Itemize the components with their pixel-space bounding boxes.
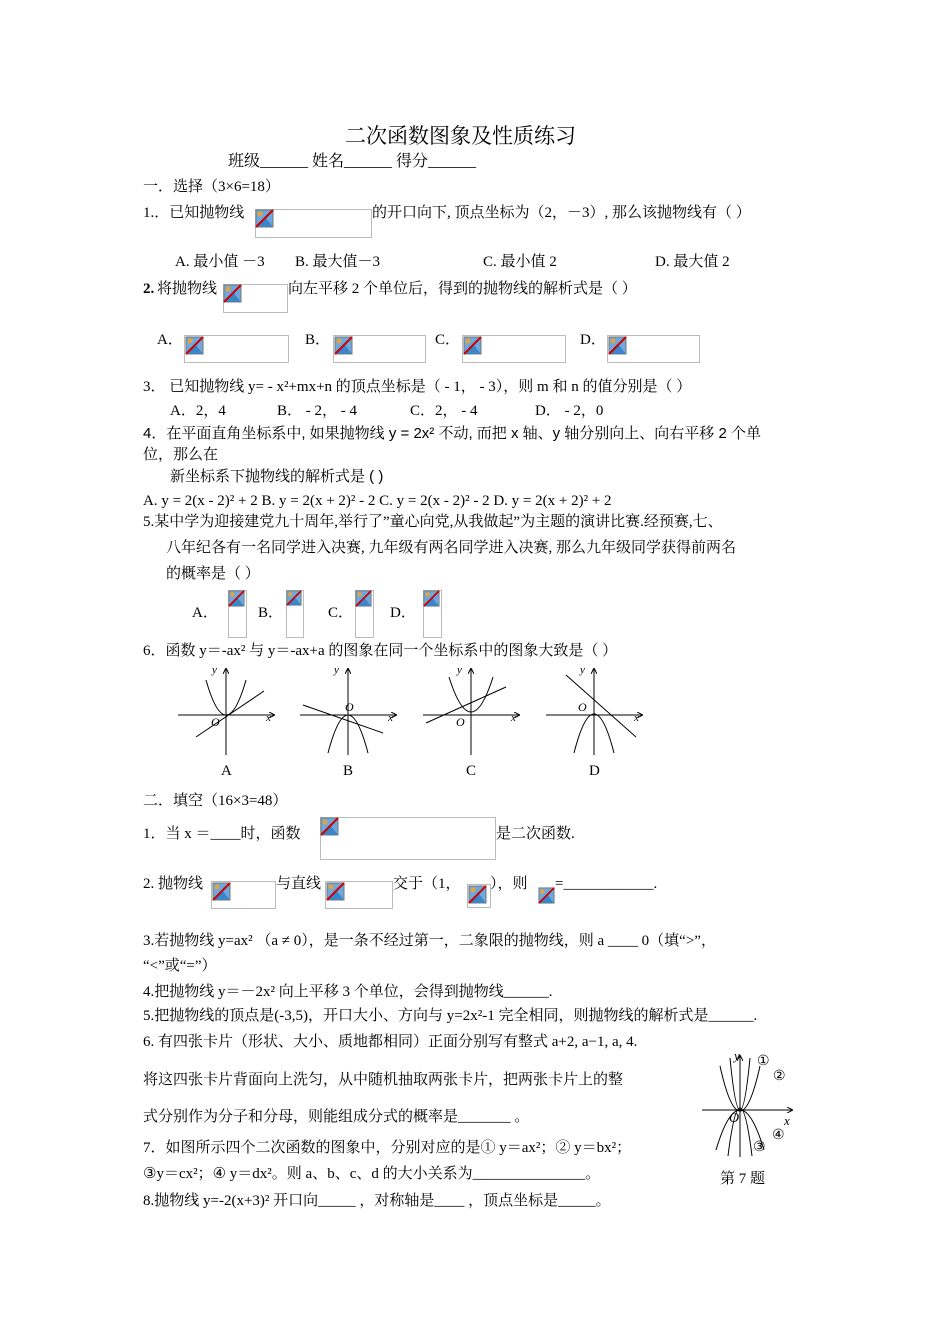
axis-label-x: x (388, 712, 393, 724)
section2-heading: 二．填空（16×3=48） (143, 793, 288, 809)
q2-option-d[interactable]: D． (580, 332, 606, 348)
q6-graph-a-label: A (221, 763, 232, 779)
q6-graph-d-label: D (589, 763, 600, 779)
q5-option-b[interactable]: B． (258, 605, 284, 621)
q1-option-a[interactable]: A. 最小值 －3 (175, 254, 265, 270)
origin-label: O (456, 715, 465, 729)
q2-option-c[interactable]: C． (435, 332, 461, 348)
curve-label-1: ① (757, 1054, 770, 1069)
q5-line3: 的概率是（ ） (166, 566, 260, 582)
q5-option-d[interactable]: D． (390, 605, 416, 621)
section1-heading: 一．选择（3×6=18） (143, 179, 280, 195)
formula-image-placeholder (320, 817, 496, 860)
q4-line2: 位，那么在 (143, 446, 219, 463)
q6-text: 6．函数 y＝-ax² 与 y＝-ax+a 的图象在同一个坐标系中的图象大致是（ ） (143, 643, 618, 659)
q3-option-b[interactable]: B． - 2， - 4 (277, 403, 357, 419)
origin-label: O (578, 700, 587, 714)
broken-image-icon (326, 882, 345, 901)
origin-label: O (211, 715, 220, 729)
q2-suffix: 向左平移 2 个单位后，得到的抛物线的解析式是（ ） (288, 281, 637, 297)
broken-image-icon (320, 817, 339, 836)
f2-part5: =____________. (555, 876, 658, 892)
axis-label-x: x (634, 712, 639, 724)
broken-image-icon (255, 209, 274, 228)
broken-image-icon (223, 284, 242, 303)
broken-image-icon (185, 336, 204, 355)
q1-prefix: 1.．已知抛物线 (143, 205, 245, 221)
curve-label-2: ② (773, 1069, 786, 1084)
curve-label-4: ④ (772, 1128, 785, 1143)
q3-text: 3． 已知抛物线 y= - x²+mx+n 的顶点坐标是（ - 1， - 3），则 m 和 n 的值分别是（ ） (143, 379, 692, 395)
broken-image-icon (463, 336, 482, 355)
q6-graph-d (544, 665, 648, 757)
f1-prefix: 1．当 x ＝____时，函数 (143, 826, 301, 842)
f2-part3: 交于（1， (393, 876, 461, 892)
q6-graph-c-label: C (466, 763, 477, 779)
q3-option-c[interactable]: C．2， - 4 (410, 403, 478, 419)
axis-label-y: y (334, 664, 339, 676)
q4-line1: 4．在平面直角坐标系中, 如果抛物线 y = 2x² 不动, 而把 x 轴、y 轴分别向上、向右平移 2 个单 (143, 425, 761, 442)
broken-image-icon (355, 590, 372, 607)
f8-text: 8.抛物线 y=-2(x+3)² 开口向_____ ，对称轴是____ ，顶点坐标是_____。 (143, 1193, 611, 1209)
q3-option-a[interactable]: A．2，4 (170, 403, 226, 419)
q6-graph-b-label: B (343, 763, 354, 779)
broken-image-icon (538, 887, 555, 904)
origin-label: O (729, 1111, 740, 1126)
origin-label: O (345, 700, 354, 714)
broken-image-icon (212, 882, 231, 901)
student-info-line: 班级______ 姓名______ 得分______ (228, 153, 477, 170)
f3-line2: “<”或“=”） (143, 958, 217, 974)
f1-suffix: 是二次函数. (496, 826, 575, 842)
f3-line1: 3.若抛物线 y=ax² （a ≠ 0），是一条不经过第一，二象限的抛物线，则 a ____ 0（填“>”， (143, 933, 716, 949)
f2-part1: 2. 抛物线 (143, 876, 204, 892)
q3-option-d[interactable]: D． - 2，0 (535, 403, 604, 419)
broken-image-icon (608, 336, 627, 355)
f7-line2: ③y＝cx²；④ y＝dx²。则 a、b、c、d 的大小关系为_______________。 (143, 1166, 601, 1182)
q4-options[interactable]: A. y = 2(x - 2)² + 2 B. y = 2(x + 2)² - 2 C. y = 2(x - 2)² - 2 D. y = 2(x + 2)² + 2 (143, 493, 612, 509)
q1-option-b[interactable]: B. 最大值－3 (295, 254, 381, 270)
f2-part4: ），则 (490, 876, 528, 892)
f7-figure-caption: 第 7 题 (720, 1171, 766, 1187)
f2-part2: 与直线 (276, 876, 322, 892)
q6-graph-a (176, 665, 280, 757)
q5-line1: 5.某中学为迎接建党九十周年,举行了”童心向党,从我做起”为主题的演讲比赛.经预赛,七、 (143, 514, 723, 530)
f6-line1: 6. 有四张卡片（形状、大小、质地都相同）正面分别写有整式 a+2, a−1, a, 4. (143, 1034, 638, 1050)
q5-option-a[interactable]: A． (192, 605, 218, 621)
axis-label-y: y (457, 664, 462, 676)
q1-suffix: 的开口向下, 顶点坐标为（2，－3）, 那么该抛物线有（ ） (372, 205, 751, 221)
q2-option-b[interactable]: B． (305, 332, 331, 348)
axis-label-y: y (734, 1048, 740, 1063)
q5-option-c[interactable]: C． (328, 605, 354, 621)
curve-label-3: ③ (753, 1140, 766, 1155)
page-title: 二次函数图象及性质练习 (345, 124, 576, 148)
axis-label-x: x (511, 712, 516, 724)
broken-image-icon (468, 885, 487, 904)
q4-line3: 新坐标系下抛物线的解析式是 ( ) (170, 468, 384, 485)
q5-line2: 八年纪各有一名同学进入决赛, 九年级有两名同学进入决赛, 那么九年级同学获得前两名 (166, 540, 737, 556)
broken-image-icon (334, 336, 353, 355)
f4-text: 4.把抛物线 y＝－2x² 向上平移 3 个单位，会得到抛物线______. (143, 984, 553, 1000)
axis-label-y: y (212, 664, 217, 676)
q2-number: 2. (143, 281, 155, 297)
q6-graph-c (421, 665, 525, 757)
f6-line3: 式分别作为分子和分母，则能组成分式的概率是_______ 。 (143, 1109, 530, 1125)
q2-prefix: 将抛物线 (157, 281, 218, 297)
q2-option-a[interactable]: A． (157, 332, 183, 348)
axis-label-x: x (266, 712, 271, 724)
q1-option-c[interactable]: C. 最小值 2 (483, 254, 557, 270)
f7-line1: 7．如图所示四个二次函数的图象中，分别对应的是① y＝ax²；② y＝bx²； (143, 1140, 632, 1156)
axis-label-x: x (784, 1113, 790, 1128)
q1-option-d[interactable]: D. 最大值 2 (655, 254, 730, 270)
axis-label-y: y (580, 664, 585, 676)
broken-image-icon (423, 590, 440, 607)
broken-image-icon (228, 590, 245, 607)
broken-image-icon (286, 590, 302, 606)
f5-text: 5.把抛物线的顶点是(-3,5)，开口大小、方向与 y=2x²-1 完全相同，则抛物线的解析式是______. (143, 1008, 758, 1024)
f6-line2: 将这四张卡片背面向上洗匀，从中随机抽取两张卡片，把两张卡片上的整 (143, 1072, 624, 1088)
